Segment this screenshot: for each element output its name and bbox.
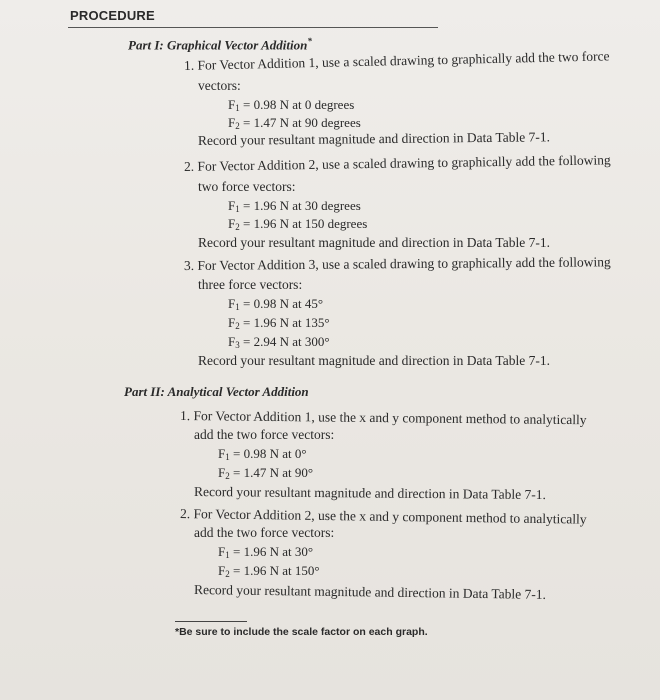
- part1-item3-line1: 3. For Vector Addition 3, use a scaled drawing to graphically add the following: [183, 254, 611, 273]
- part1-item3-line2: three force vectors:: [198, 277, 303, 292]
- heading-rule: [68, 27, 438, 28]
- part1-item1-record: Record your resultant magnitude and direction in Data Table 7-1.: [197, 129, 551, 148]
- part-1-title-text: Part I: Graphical Vector Addition: [128, 37, 308, 53]
- part-2-title: Part II: Analytical Vector Addition: [124, 384, 309, 399]
- part1-item1-line1: 1. For Vector Addition 1, use a scaled drawing to graphically add the two force: [183, 48, 610, 73]
- footnote: *Be sure to include the scale factor on each graph.: [175, 626, 428, 638]
- part1-item2-record: Record your resultant magnitude and direction in Data Table 7-1.: [198, 235, 550, 250]
- part1-item3-vector2: $F_2 = 1.96$ N at 135°: [228, 315, 330, 331]
- footnote-rule: [175, 621, 247, 622]
- part2-item1-vector2: $F_2 = 1.47$ N at 90°: [218, 465, 314, 481]
- part2-item2-vector1: $F_1 = 1.96$ N at 30°: [218, 544, 314, 560]
- part-1-title: [128, 36, 312, 53]
- part1-item3-vector3: $F_3 = 2.94$ N at 300°: [228, 334, 330, 350]
- part1-item2-line1: 2. For Vector Addition 2, use a scaled drawing to graphically add the following: [183, 152, 611, 174]
- part1-item2-vector1: $F_1 = 1.96$ N at 30 degrees: [228, 198, 361, 214]
- part2-item2-record: Record your resultant magnitude and direction in Data Table 7-1.: [193, 582, 547, 602]
- part2-item1-record: Record your resultant magnitude and direction in Data Table 7-1.: [193, 484, 547, 503]
- part2-item1-line2: add the two force vectors:: [194, 427, 335, 442]
- part1-item2-vector2: $F_2 = 1.96$ N at 150 degrees: [228, 216, 368, 232]
- procedure-heading: PROCEDURE: [70, 8, 155, 23]
- part2-item1-line1: 1. For Vector Addition 1, use the x and y component method to analytically: [179, 408, 587, 428]
- part2-item2-line2: add the two force vectors:: [194, 525, 335, 540]
- part1-item1-vector1: $F_1 = 0.98$ N at 0 degrees: [228, 97, 355, 113]
- part2-item2-line1: 2. For Vector Addition 2, use the x and y component method to analytically: [179, 506, 587, 527]
- part1-item3-vector1: $F_1 = 0.98$ N at 45°: [228, 296, 324, 312]
- part2-item2-vector2: $F_2 = 1.96$ N at 150°: [218, 563, 320, 579]
- part-1-footnote-mark: *: [307, 36, 312, 46]
- part1-item2-line2: two force vectors:: [198, 179, 296, 194]
- part1-item1-line2: vectors:: [198, 78, 241, 93]
- part2-item1-vector1: $F_1 = 0.98$ N at 0°: [218, 446, 307, 462]
- part1-item3-record: Record your resultant magnitude and direction in Data Table 7-1.: [198, 353, 550, 368]
- part1-item1-vector2: $F_2 = 1.47$ N at 90 degrees: [228, 115, 361, 131]
